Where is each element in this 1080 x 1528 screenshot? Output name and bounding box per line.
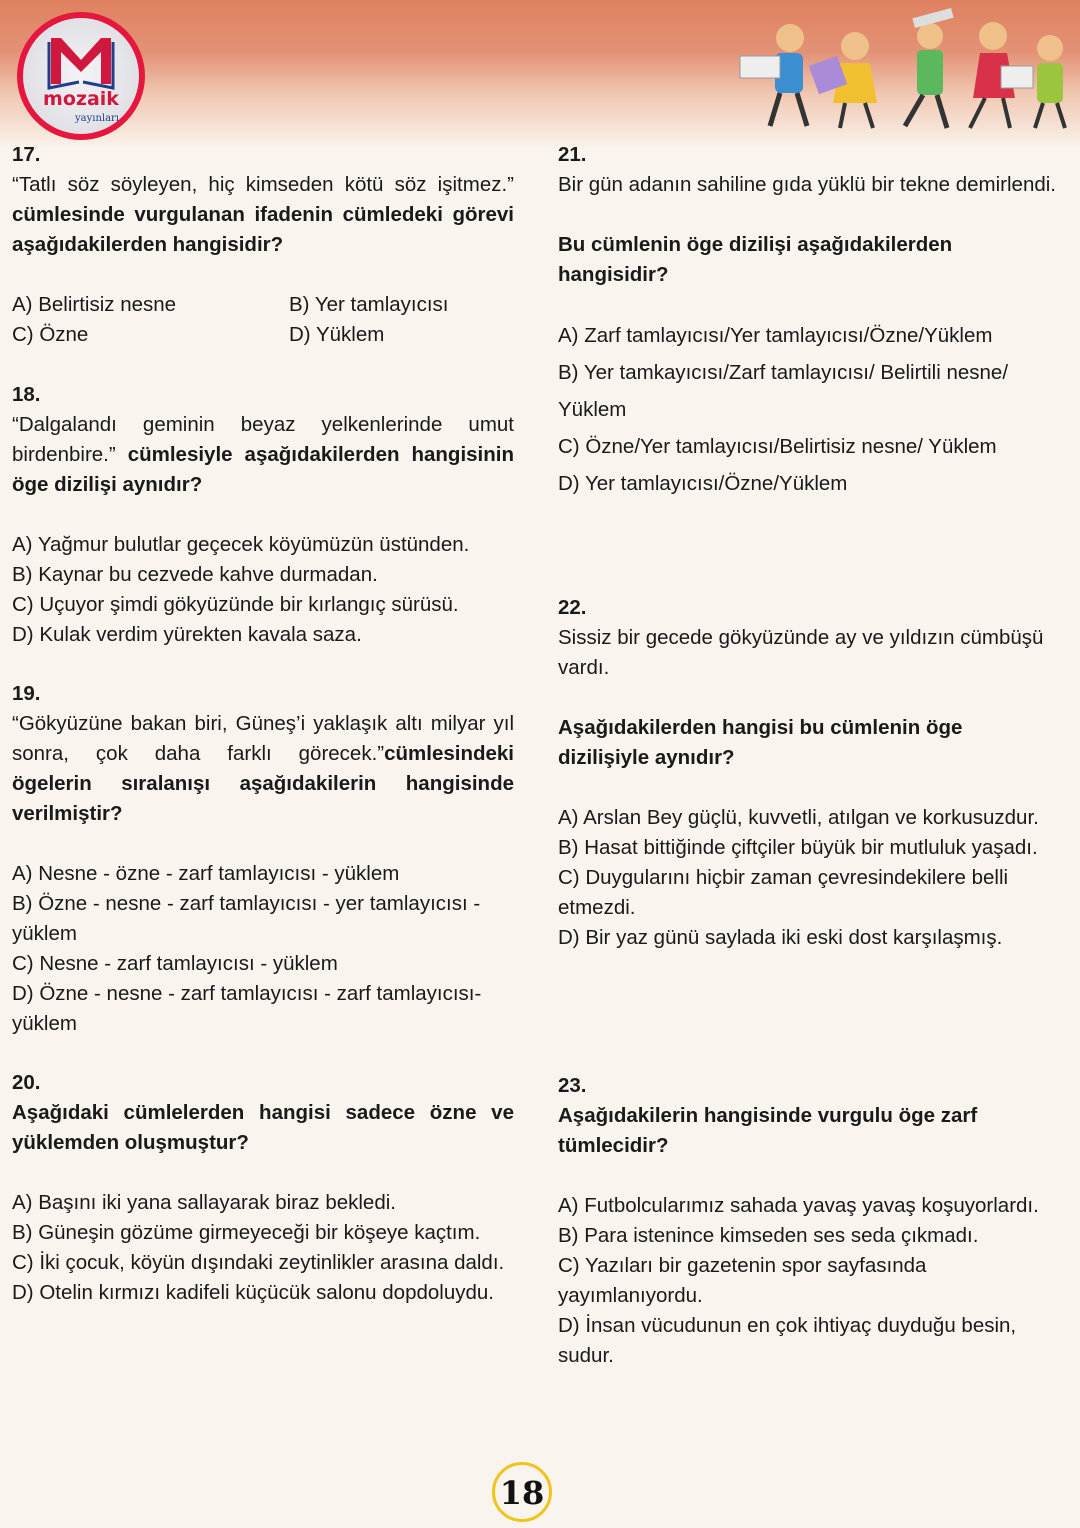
option-c[interactable]: C) Nesne - zarf tamlayıcısı - yüklem — [12, 952, 338, 975]
question-stem: “Gökyüzüne bakan biri, Güneş’i yaklaşık altı milyar yıl sonra, çok daha farklı görecek.”cümlesindeki ögelerin sıralanışı aşağıdakilerin hangisinde verilmiştir? — [12, 712, 514, 825]
option-a[interactable]: A) Futbolcularımız sahada yavaş yavaş koşuyorlardı. — [558, 1194, 1039, 1217]
option-c[interactable]: C) Yazıları bir gazetenin spor sayfasında yayımlanıyordu. — [558, 1254, 927, 1307]
option-b[interactable]: B) Para istenince kimseden ses seda çıkmadı. — [558, 1224, 979, 1247]
option-a[interactable]: A) Nesne - özne - zarf tamlayıcısı - yüklem — [12, 862, 400, 885]
question-number: 23. — [558, 1074, 587, 1097]
question-number: 17. — [12, 143, 41, 166]
option-d[interactable]: D) Özne - nesne - zarf tamlayıcısı - zarf tamlayıcısı- yüklem — [12, 982, 482, 1035]
publisher-logo: mozaik yayınları — [17, 12, 145, 140]
option-c[interactable]: C) Uçuyor şimdi gökyüzünde bir kırlangıç sürüsü. — [12, 593, 459, 616]
question-23 — [558, 1071, 1058, 1371]
question-stem: Aşağıdakilerin hangisinde vurgulu öge zarf tümlecidir? — [558, 1104, 978, 1157]
option-d[interactable]: D) Yüklem — [289, 323, 385, 346]
question-number: 22. — [558, 596, 587, 619]
question-stem: “Tatlı söz söyleyen, hiç kimseden kötü söz işitmez.” cümlesinde vurgulanan ifadenin cümledeki görevi aşağıdakilerden hangisidir? — [12, 173, 514, 256]
question-sentence: Sissiz bir gecede gökyüzünde ay ve yıldızın cümbüşü vardı. — [558, 626, 1044, 679]
question-stem: “Dalgalandı geminin beyaz yelkenlerinde umut birdenbire.” cümlesiyle aşağıdakilerden hangisinin öge dizilişi aynıdır? — [12, 413, 514, 496]
option-b[interactable]: B) Yer tamkayıcısı/Zarf tamlayıcısı/ Belirtili nesne/ Yüklem — [558, 361, 1009, 421]
option-b[interactable]: B) Yer tamlayıcısı — [289, 293, 449, 316]
question-19 — [12, 679, 514, 1039]
option-b[interactable]: B) Özne - nesne - zarf tamlayıcısı - yer tamlayıcısı - yüklem — [12, 892, 481, 945]
option-c[interactable]: C) İki çocuk, köyün dışındaki zeytinlikler arasına daldı. — [12, 1251, 505, 1274]
question-number: 20. — [12, 1071, 41, 1094]
question-21 — [558, 140, 1058, 502]
option-d[interactable]: D) Bir yaz günü saylada iki eski dost karşılaşmış. — [558, 926, 1003, 949]
question-stem: Aşağıdakilerden hangisi bu cümlenin öge dizilişiyle aynıdır? — [558, 716, 963, 769]
option-a[interactable]: A) Yağmur bulutlar geçecek köyümüzün üstünden. — [12, 533, 470, 556]
question-stem: Aşağıdaki cümlelerden hangisi sadece özne ve yüklemden oluşmuştur? — [12, 1101, 514, 1154]
page-number: 18 — [492, 1462, 552, 1522]
option-a[interactable]: A) Zarf tamlayıcısı/Yer tamlayıcısı/Özne/Yüklem — [558, 324, 993, 347]
question-18 — [12, 380, 514, 650]
option-a[interactable]: A) Arslan Bey güçlü, kuvvetli, atılgan ve korkusuzdur. — [558, 806, 1039, 829]
option-c[interactable]: C) Duygularını hiçbir zaman çevresindekilere belli etmezdi. — [558, 866, 1009, 919]
option-d[interactable]: D) Yer tamlayıcısı/Özne/Yüklem — [558, 472, 848, 495]
option-c[interactable]: C) Özne — [12, 323, 89, 346]
option-a[interactable]: A) Belirtisiz nesne — [12, 293, 177, 316]
question-number: 21. — [558, 143, 587, 166]
question-20 — [12, 1068, 514, 1308]
option-a[interactable]: A) Başını iki yana sallayarak biraz bekledi. — [12, 1191, 396, 1214]
option-d[interactable]: D) Kulak verdim yürekten kavala saza. — [12, 623, 362, 646]
question-number: 19. — [12, 682, 41, 705]
book-m-icon — [47, 32, 115, 90]
option-b[interactable]: B) Kaynar bu cezvede kahve durmadan. — [12, 563, 378, 586]
children-illustration — [735, 8, 1075, 133]
question-17 — [12, 140, 514, 350]
option-d[interactable]: D) Otelin kırmızı kadifeli küçücük salonu dopdoluydu. — [12, 1281, 494, 1304]
option-b[interactable]: B) Güneşin gözüme girmeyeceği bir köşeye kaçtım. — [12, 1221, 481, 1244]
question-22 — [558, 593, 1058, 953]
option-c[interactable]: C) Özne/Yer tamlayıcısı/Belirtisiz nesne/ Yüklem — [558, 435, 997, 458]
option-b[interactable]: B) Hasat bittiğinde çiftçiler büyük bir mutluluk yaşadı. — [558, 836, 1038, 859]
question-number: 18. — [12, 383, 41, 406]
question-sentence: Bir gün adanın sahiline gıda yüklü bir tekne demirlendi. — [558, 173, 1056, 196]
question-stem: Bu cümlenin öge dizilişi aşağıdakilerden hangisidir? — [558, 233, 953, 286]
option-d[interactable]: D) İnsan vücudunun en çok ihtiyaç duyduğu besin, sudur. — [558, 1314, 1017, 1367]
